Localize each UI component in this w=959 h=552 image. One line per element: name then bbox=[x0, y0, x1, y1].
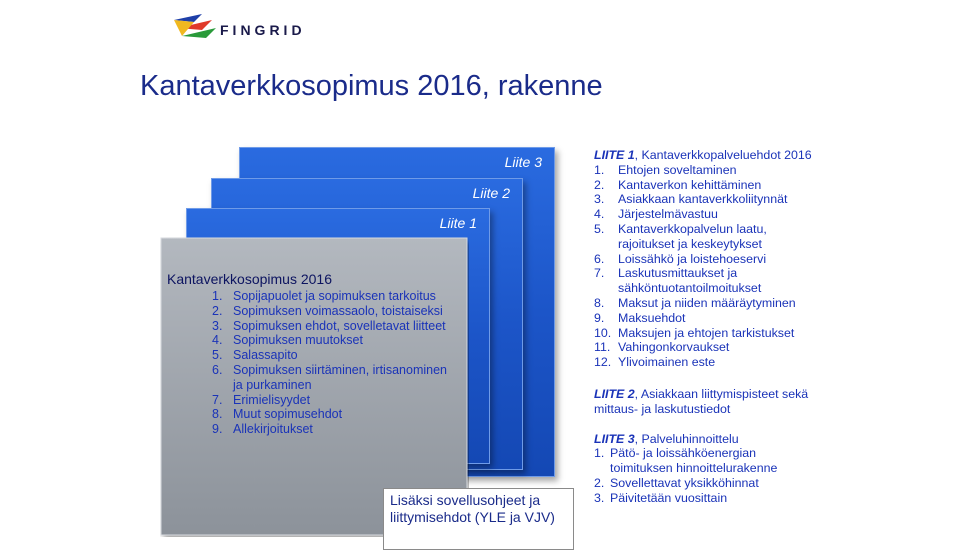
list-item: 12. Ylivoimainen este bbox=[594, 355, 716, 370]
list-item: 3. Asiakkaan kantaverkkoliitynnät bbox=[594, 192, 788, 207]
liite-1-heading: LIITE 1, Kantaverkkopalveluehdot 2016 bbox=[594, 148, 812, 162]
document-label: Liite 2 bbox=[472, 185, 510, 201]
fingrid-logo bbox=[172, 8, 312, 48]
appendix-descriptions bbox=[594, 148, 954, 506]
list-item: 1. Pätö- ja loissähköenergian toimituksen hinnoittelurakenne bbox=[594, 446, 778, 476]
document-label: Liite 3 bbox=[504, 154, 542, 170]
main-document-title: Kantaverkkosopimus 2016 bbox=[167, 271, 332, 287]
list-item: 4. Sopimuksen muutokset bbox=[212, 333, 363, 348]
list-item: 8. Maksut ja niiden määräytyminen bbox=[594, 295, 796, 310]
list-item: 3. Sopimuksen ehdot, sovelletavat liitteet bbox=[212, 318, 446, 333]
list-item: 3. Päivitetään vuosittain bbox=[594, 490, 728, 505]
liite-3-list bbox=[594, 446, 954, 505]
list-item: 10. Maksujen ja ehtojen tarkistukset bbox=[594, 325, 795, 340]
logo-text: FINGRID bbox=[220, 22, 306, 38]
list-item: 2. Kantaverkon kehittäminen bbox=[594, 177, 762, 192]
page-title: Kantaverkkosopimus 2016, rakenne bbox=[140, 70, 603, 102]
list-item: 9. Allekirjoitukset bbox=[212, 422, 313, 437]
list-item: 11. Vahingonkorvaukset bbox=[594, 340, 730, 355]
list-item: 5. Kantaverkkopalvelun laatu, rajoitukset ja keskeytykset bbox=[594, 221, 767, 251]
list-item: 7. Laskutusmittaukset ja sähköntuotantoilmoitukset bbox=[594, 266, 762, 296]
fingrid-logo-icon bbox=[172, 10, 218, 44]
list-item: 2. Sopimuksen voimassaolo, toistaiseksi bbox=[212, 303, 443, 318]
list-item: 8. Muut sopimusehdot bbox=[212, 407, 343, 422]
note-box: Lisäksi sovellusohjeet ja liittymisehdot (YLE ja VJV) bbox=[383, 488, 574, 550]
liite-1-list bbox=[594, 163, 954, 370]
list-item: 9. Maksuehdot bbox=[594, 310, 686, 325]
main-document-list bbox=[167, 289, 467, 437]
liite-2-heading: LIITE 2, Asiakkaan liittymispisteet sekä mittaus- ja laskutustiedot bbox=[594, 386, 809, 416]
list-item: 2. Sovellettavat yksikköhinnat bbox=[594, 475, 759, 490]
list-item: 4. Järjestelmävastuu bbox=[594, 207, 718, 222]
list-item: 7. Erimielisyydet bbox=[212, 392, 311, 407]
document-label: Liite 1 bbox=[439, 215, 477, 231]
list-item: 6. Loissähkö ja loistehoeservi bbox=[594, 251, 767, 266]
list-item: 1. Sopijapuolet ja sopimuksen tarkoitus bbox=[212, 289, 436, 303]
list-item: 6. Sopimuksen siirtäminen, irtisanominen ja purkaminen bbox=[212, 362, 447, 392]
list-item: 1. Ehtojen soveltaminen bbox=[594, 162, 737, 177]
liite-3-heading: LIITE 3, Palveluhinnoittelu bbox=[594, 431, 739, 446]
list-item: 5. Salassapito bbox=[212, 348, 298, 363]
